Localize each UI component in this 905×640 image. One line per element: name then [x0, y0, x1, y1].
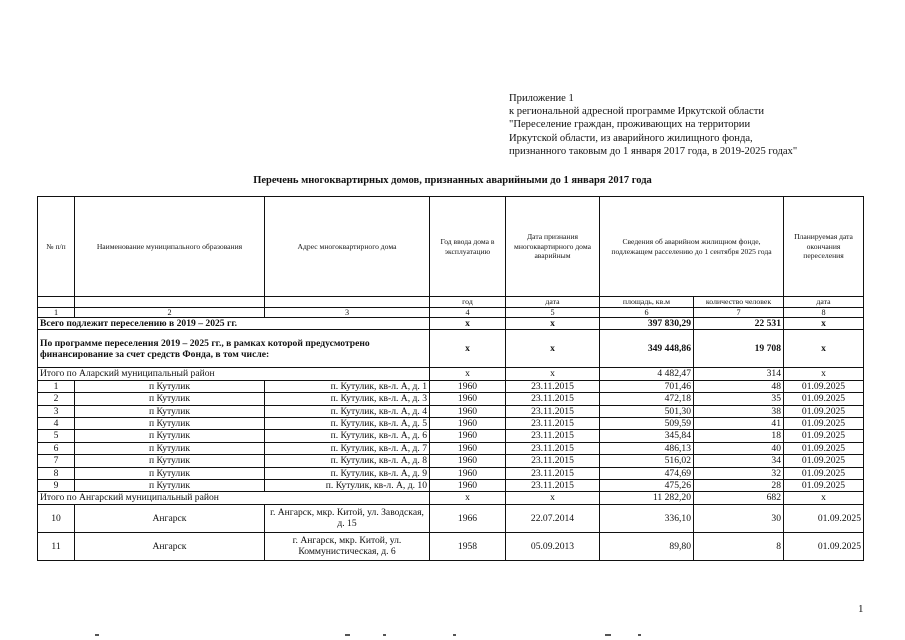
row-number: 4 — [38, 418, 75, 430]
appendix-block — [509, 92, 797, 158]
row-planned: 01.09.2025 — [784, 467, 864, 479]
row-number: 1 — [38, 380, 75, 392]
row-number: 11 — [38, 532, 75, 560]
row-people: 34 — [694, 455, 784, 467]
fund-area: 349 448,86 — [600, 330, 694, 368]
total-area: 397 830,29 — [600, 318, 694, 330]
header-address: Адрес многоквартирного дома — [265, 197, 430, 297]
column-number: 5 — [506, 308, 600, 318]
row-year: 1960 — [430, 430, 506, 442]
subheader-date: дата — [506, 297, 600, 308]
subheader-year: год — [430, 297, 506, 308]
row-address: п. Кутулик, кв-л. А, д. 3 — [265, 393, 430, 405]
row-area: 509,59 — [600, 418, 694, 430]
row-address: п. Кутулик, кв-л. А, д. 1 — [265, 380, 430, 392]
group-date: х — [506, 492, 600, 504]
row-area: 474,69 — [600, 467, 694, 479]
row-area: 516,02 — [600, 455, 694, 467]
row-number: 9 — [38, 480, 75, 492]
page-number: 1 — [858, 603, 864, 615]
row-planned: 01.09.2025 — [784, 532, 864, 560]
row-address: п. Кутулик, кв-л. А, д. 4 — [265, 405, 430, 417]
row-year: 1966 — [430, 504, 506, 532]
subheader-people: количество человек — [694, 297, 784, 308]
group-people: 314 — [694, 368, 784, 380]
row-planned: 01.09.2025 — [784, 504, 864, 532]
total-row — [38, 318, 864, 330]
row-address: п. Кутулик, кв-л. А, д. 6 — [265, 430, 430, 442]
row-address: п. Кутулик, кв-л. А, д. 9 — [265, 467, 430, 479]
fund-date: х — [506, 330, 600, 368]
row-planned: 01.09.2025 — [784, 442, 864, 454]
fund-year: х — [430, 330, 506, 368]
subheader-area: площадь, кв.м — [600, 297, 694, 308]
column-number: 8 — [784, 308, 864, 318]
row-year: 1958 — [430, 532, 506, 560]
column-number: 7 — [694, 308, 784, 318]
row-planned: 01.09.2025 — [784, 430, 864, 442]
appendix-line: к региональной адресной программе Иркутской области — [509, 106, 765, 118]
row-planned: 01.09.2025 — [784, 380, 864, 392]
row-year: 1960 — [430, 480, 506, 492]
appendix-line: "Переселение граждан, проживающих на территории — [509, 119, 751, 131]
row-year: 1960 — [430, 418, 506, 430]
row-people: 28 — [694, 480, 784, 492]
row-number: 2 — [38, 393, 75, 405]
row-planned: 01.09.2025 — [784, 393, 864, 405]
row-address: г. Ангарск, мкр. Китой, ул. Коммунистическая, д. 6 — [265, 532, 430, 560]
row-people: 38 — [694, 405, 784, 417]
row-people: 32 — [694, 467, 784, 479]
total-planned: х — [784, 318, 864, 330]
row-date: 23.11.2015 — [506, 405, 600, 417]
group-row — [38, 368, 864, 380]
row-planned: 01.09.2025 — [784, 405, 864, 417]
column-number: 4 — [430, 308, 506, 318]
table-row — [38, 480, 864, 492]
row-municipality: п Кутулик — [75, 393, 265, 405]
table-row — [38, 430, 864, 442]
row-area: 336,10 — [600, 504, 694, 532]
appendix-line: признанного таковым до 1 января 2017 года, в 2019-2025 годах" — [509, 145, 798, 157]
group-year: х — [430, 492, 506, 504]
row-date: 23.11.2015 — [506, 430, 600, 442]
row-date: 23.11.2015 — [506, 480, 600, 492]
row-date: 23.11.2015 — [506, 442, 600, 454]
row-people: 40 — [694, 442, 784, 454]
column-number: 2 — [75, 308, 265, 318]
scan-artifact-strip — [0, 631, 905, 640]
row-area: 486,13 — [600, 442, 694, 454]
group-row — [38, 492, 864, 504]
group-date: х — [506, 368, 600, 380]
row-area: 472,18 — [600, 393, 694, 405]
row-people: 41 — [694, 418, 784, 430]
header-municipality: Наименование муниципального образования — [75, 197, 265, 297]
row-date: 23.11.2015 — [506, 380, 600, 392]
fund-planned: х — [784, 330, 864, 368]
table-row — [38, 418, 864, 430]
row-area: 501,30 — [600, 405, 694, 417]
table-row — [38, 405, 864, 417]
appendix-line: Приложение 1 — [509, 93, 574, 104]
row-municipality: п Кутулик — [75, 467, 265, 479]
row-number: 8 — [38, 467, 75, 479]
row-number: 10 — [38, 504, 75, 532]
header-row — [38, 197, 864, 297]
row-year: 1960 — [430, 405, 506, 417]
row-address: п. Кутулик, кв-л. А, д. 7 — [265, 442, 430, 454]
row-date: 23.11.2015 — [506, 418, 600, 430]
subheader-date2: дата — [784, 297, 864, 308]
row-date: 23.11.2015 — [506, 467, 600, 479]
group-people: 682 — [694, 492, 784, 504]
row-people: 8 — [694, 532, 784, 560]
row-municipality: п Кутулик — [75, 480, 265, 492]
fund-row — [38, 330, 864, 368]
document-title: Перечень многоквартирных домов, признанных аварийными до 1 января 2017 года — [253, 175, 652, 186]
total-year: х — [430, 318, 506, 330]
header-date-recognition: Дата признания многоквартирного дома аварийным — [506, 197, 600, 297]
table-row — [38, 504, 864, 532]
row-area: 345,84 — [600, 430, 694, 442]
group-area: 11 282,20 — [600, 492, 694, 504]
row-date: 05.09.2013 — [506, 532, 600, 560]
row-municipality: Ангарск — [75, 504, 265, 532]
row-address: п. Кутулик, кв-л. А, д. 10 — [265, 480, 430, 492]
fund-people: 19 708 — [694, 330, 784, 368]
group-label: Итого по Ангарский муниципальный район — [38, 492, 430, 504]
row-area: 89,80 — [600, 532, 694, 560]
row-address: п. Кутулик, кв-л. А, д. 5 — [265, 418, 430, 430]
total-date: х — [506, 318, 600, 330]
row-year: 1960 — [430, 393, 506, 405]
group-area: 4 482,47 — [600, 368, 694, 380]
header-num: № п/п — [38, 197, 75, 297]
row-address: г. Ангарск, мкр. Китой, ул. Заводская, д. 15 — [265, 504, 430, 532]
table-row — [38, 455, 864, 467]
row-date: 22.07.2014 — [506, 504, 600, 532]
row-municipality: п Кутулик — [75, 430, 265, 442]
group-year: х — [430, 368, 506, 380]
row-date: 23.11.2015 — [506, 455, 600, 467]
row-people: 35 — [694, 393, 784, 405]
row-people: 48 — [694, 380, 784, 392]
row-date: 23.11.2015 — [506, 393, 600, 405]
column-number-row — [38, 308, 864, 318]
row-number: 5 — [38, 430, 75, 442]
row-area: 701,46 — [600, 380, 694, 392]
row-year: 1960 — [430, 455, 506, 467]
table-row — [38, 442, 864, 454]
group-label: Итого по Аларский муниципальный район — [38, 368, 430, 380]
subheader-empty — [38, 297, 75, 308]
total-label: Всего подлежит переселению в 2019 – 2025 гг. — [38, 318, 430, 330]
row-number: 7 — [38, 455, 75, 467]
row-planned: 01.09.2025 — [784, 455, 864, 467]
subheader-empty — [265, 297, 430, 308]
header-planned-date: Планируемая дата окончания переселения — [784, 197, 864, 297]
row-number: 6 — [38, 442, 75, 454]
fund-label: По программе переселения 2019 – 2025 гг., в рамках которой предусмотрено финансирование за счет средств Фонда, в том числе: — [38, 330, 430, 368]
appendix-line: Иркутской области, из аварийного жилищного фонда, — [509, 132, 753, 144]
subheader-empty — [75, 297, 265, 308]
row-planned: 01.09.2025 — [784, 480, 864, 492]
row-municipality: п Кутулик — [75, 418, 265, 430]
row-municipality: п Кутулик — [75, 405, 265, 417]
header-info: Сведения об аварийном жилищном фонде, подлежащем расселению до 1 сентября 2025 года — [600, 197, 784, 297]
column-number: 6 — [600, 308, 694, 318]
row-year: 1960 — [430, 380, 506, 392]
total-people: 22 531 — [694, 318, 784, 330]
table-row — [38, 532, 864, 560]
row-year: 1960 — [430, 467, 506, 479]
header-year: Год ввода дома в эксплуатацию — [430, 197, 506, 297]
row-planned: 01.09.2025 — [784, 418, 864, 430]
group-planned: х — [784, 492, 864, 504]
table-row — [38, 467, 864, 479]
column-number: 1 — [38, 308, 75, 318]
row-municipality: Ангарск — [75, 532, 265, 560]
row-people: 18 — [694, 430, 784, 442]
row-municipality: п Кутулик — [75, 442, 265, 454]
row-municipality: п Кутулик — [75, 380, 265, 392]
row-area: 475,26 — [600, 480, 694, 492]
table-row — [38, 380, 864, 392]
group-planned: х — [784, 368, 864, 380]
column-number: 3 — [265, 308, 430, 318]
row-year: 1960 — [430, 442, 506, 454]
housing-table — [37, 196, 864, 561]
row-number: 3 — [38, 405, 75, 417]
subheader-row — [38, 297, 864, 308]
table-row — [38, 393, 864, 405]
row-address: п. Кутулик, кв-л. А, д. 8 — [265, 455, 430, 467]
row-people: 30 — [694, 504, 784, 532]
row-municipality: п Кутулик — [75, 455, 265, 467]
